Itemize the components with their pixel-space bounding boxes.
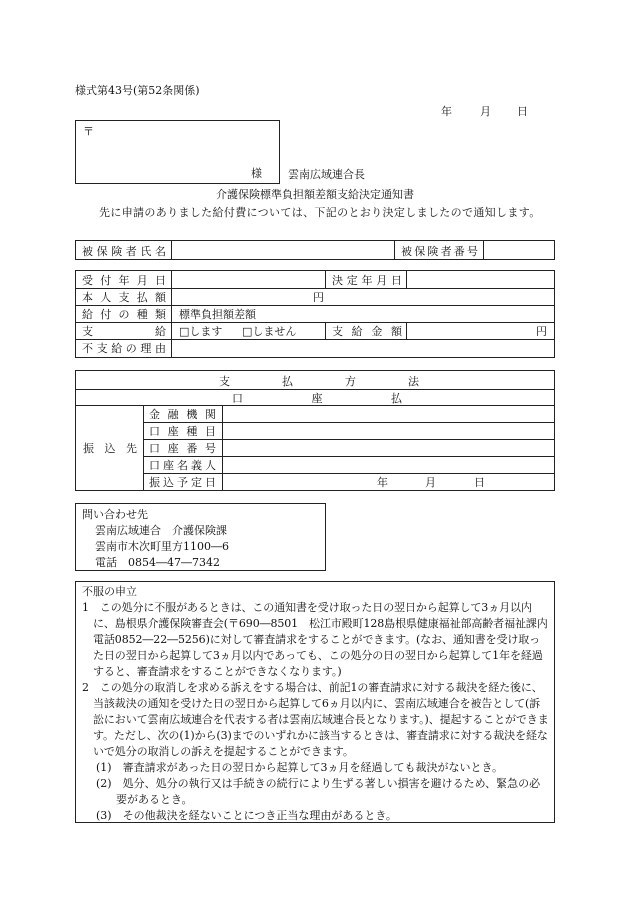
paid-amount-field[interactable]	[172, 288, 324, 305]
date-year-label: 年	[441, 105, 452, 118]
payment-amount-field[interactable]	[407, 322, 553, 339]
benefit-kind-value: 標準負担額差額	[179, 308, 256, 321]
appeal-item-1	[96, 760, 548, 776]
benefit-kind-label: 給付の種類	[82, 308, 166, 321]
appeal-item-2-text: 処分、処分の執行又は手続きの続行により生ずる著しい損害を避けるため、緊急の必要があるとき。	[116, 777, 541, 806]
insured-number-field[interactable]	[483, 241, 553, 259]
issuer: 雲南広域連合長	[288, 168, 365, 181]
payment-method-table	[75, 370, 555, 491]
transfer-date-day: 日	[474, 476, 485, 489]
date-day-label: 日	[517, 105, 528, 118]
payment-yes-checkbox[interactable]: □します	[179, 325, 223, 338]
appeal-item-1-number: (1)	[96, 761, 112, 774]
date-month-label: 月	[480, 105, 491, 118]
transfer-label: 振込先	[83, 442, 137, 455]
appeal-paragraph-2: 2 この処分の取消しを求める訴えをする場合は、前記1の審査請求に対する裁決を経た後に、当該裁決の通知を受けた日の翌日から起算して6ヵ月以内に、雲南広域連合を被告として(訴訟において雲南広域連合を代表する者は雲南広域連合長となります。)、提起することができます。ただし、次の(1)から(3)までのいずれかに該当するときは、審査請求に対する裁決を経ないで処分の取消しの訴えを提起することができます。	[82, 681, 549, 758]
appeal-item-2	[96, 776, 548, 808]
appeal-box	[75, 581, 559, 823]
decided-date-field[interactable]	[407, 271, 553, 288]
paid-amount-unit: 円	[313, 291, 324, 304]
received-date-field[interactable]	[172, 271, 324, 288]
contact-phone: 電話 0854―47―7342	[95, 556, 220, 569]
transfer-date-field[interactable]	[223, 473, 553, 490]
account-type-label: 口座種目	[149, 425, 216, 438]
payment-no-checkbox[interactable]: □しません	[242, 325, 297, 338]
form-number: 様式第43号(第52条関係)	[75, 84, 200, 97]
transfer-date-year: 年	[377, 476, 388, 489]
address-box[interactable]	[75, 120, 280, 184]
bank-label: 金融機関	[149, 408, 216, 421]
account-holder-label: 口座名義人	[149, 459, 216, 472]
account-number-label: 口座番号	[149, 442, 216, 455]
insured-name-label: 被保険者氏名	[82, 245, 166, 258]
insured-number-label: 被保険者番号	[401, 245, 478, 258]
contact-box	[75, 503, 326, 571]
payment-amount-unit: 円	[536, 325, 547, 338]
account-type-field[interactable]	[223, 422, 553, 439]
bank-field[interactable]	[223, 405, 553, 422]
account-holder-field[interactable]	[223, 456, 553, 473]
account-number-field[interactable]	[223, 439, 553, 456]
appeal-heading: 不服の申立	[82, 585, 137, 598]
payment-method-header: 支払方法	[219, 375, 419, 388]
decided-date-label: 決定年月日	[332, 274, 402, 287]
paid-amount-label: 本人支払額	[82, 291, 166, 304]
payment-label: 支給	[82, 325, 166, 338]
appeal-item-3-number: (3)	[96, 809, 112, 822]
appeal-item-2-number: (2)	[96, 777, 112, 790]
contact-heading: 問い合わせ先	[82, 508, 148, 521]
received-date-label: 受付年月日	[82, 274, 166, 287]
intro-text: 先に申請のありました給付費については、下記のとおり決定しましたので通知します。	[99, 206, 541, 219]
insured-table	[75, 240, 555, 260]
appeal-item-3	[96, 808, 548, 824]
payment-method-subheader: 口座払	[232, 392, 402, 405]
appeal-paragraph-1: 1 この処分に不服があるときは、この通知書を受け取った日の翌日から起算して3ヵ月以内に、島根県介護保険審査会(〒690―8501 松江市殿町128島根県健康福祉部高齢者福祉課内 電話0852―22―5256)に対して審査請求をすることができます。(なお、通知書を受け取った日の翌日から起算して3ヵ月以内であっても、この処分の日の翌日から起算して1年を経過すると、審査請求をすることができなくなります。)	[82, 601, 559, 678]
payment-amount-label: 支給金額	[332, 325, 402, 338]
decision-table	[75, 270, 555, 358]
transfer-date-month: 月	[425, 476, 436, 489]
postal-mark: 〒	[83, 125, 94, 138]
non-payment-reason-field[interactable]	[172, 339, 553, 356]
page-title: 介護保険標準負担額差額支給決定通知書	[216, 188, 414, 201]
appeal-item-3-text: その他裁決を経ないことにつき正当な理由があるとき。	[122, 809, 397, 822]
insured-name-field[interactable]	[172, 241, 394, 259]
appeal-item-1-text: 審査請求があった日の翌日から起算して3ヵ月を経過しても裁決がないとき。	[122, 761, 504, 774]
transfer-date-label: 振込予定日	[149, 476, 216, 489]
honorific: 様	[251, 167, 262, 180]
non-payment-reason-label: 不支給の理由	[82, 342, 166, 355]
contact-dept: 雲南広域連合 介護保険課	[95, 524, 227, 537]
contact-address: 雲南市木次町里方1100―6	[95, 540, 229, 553]
